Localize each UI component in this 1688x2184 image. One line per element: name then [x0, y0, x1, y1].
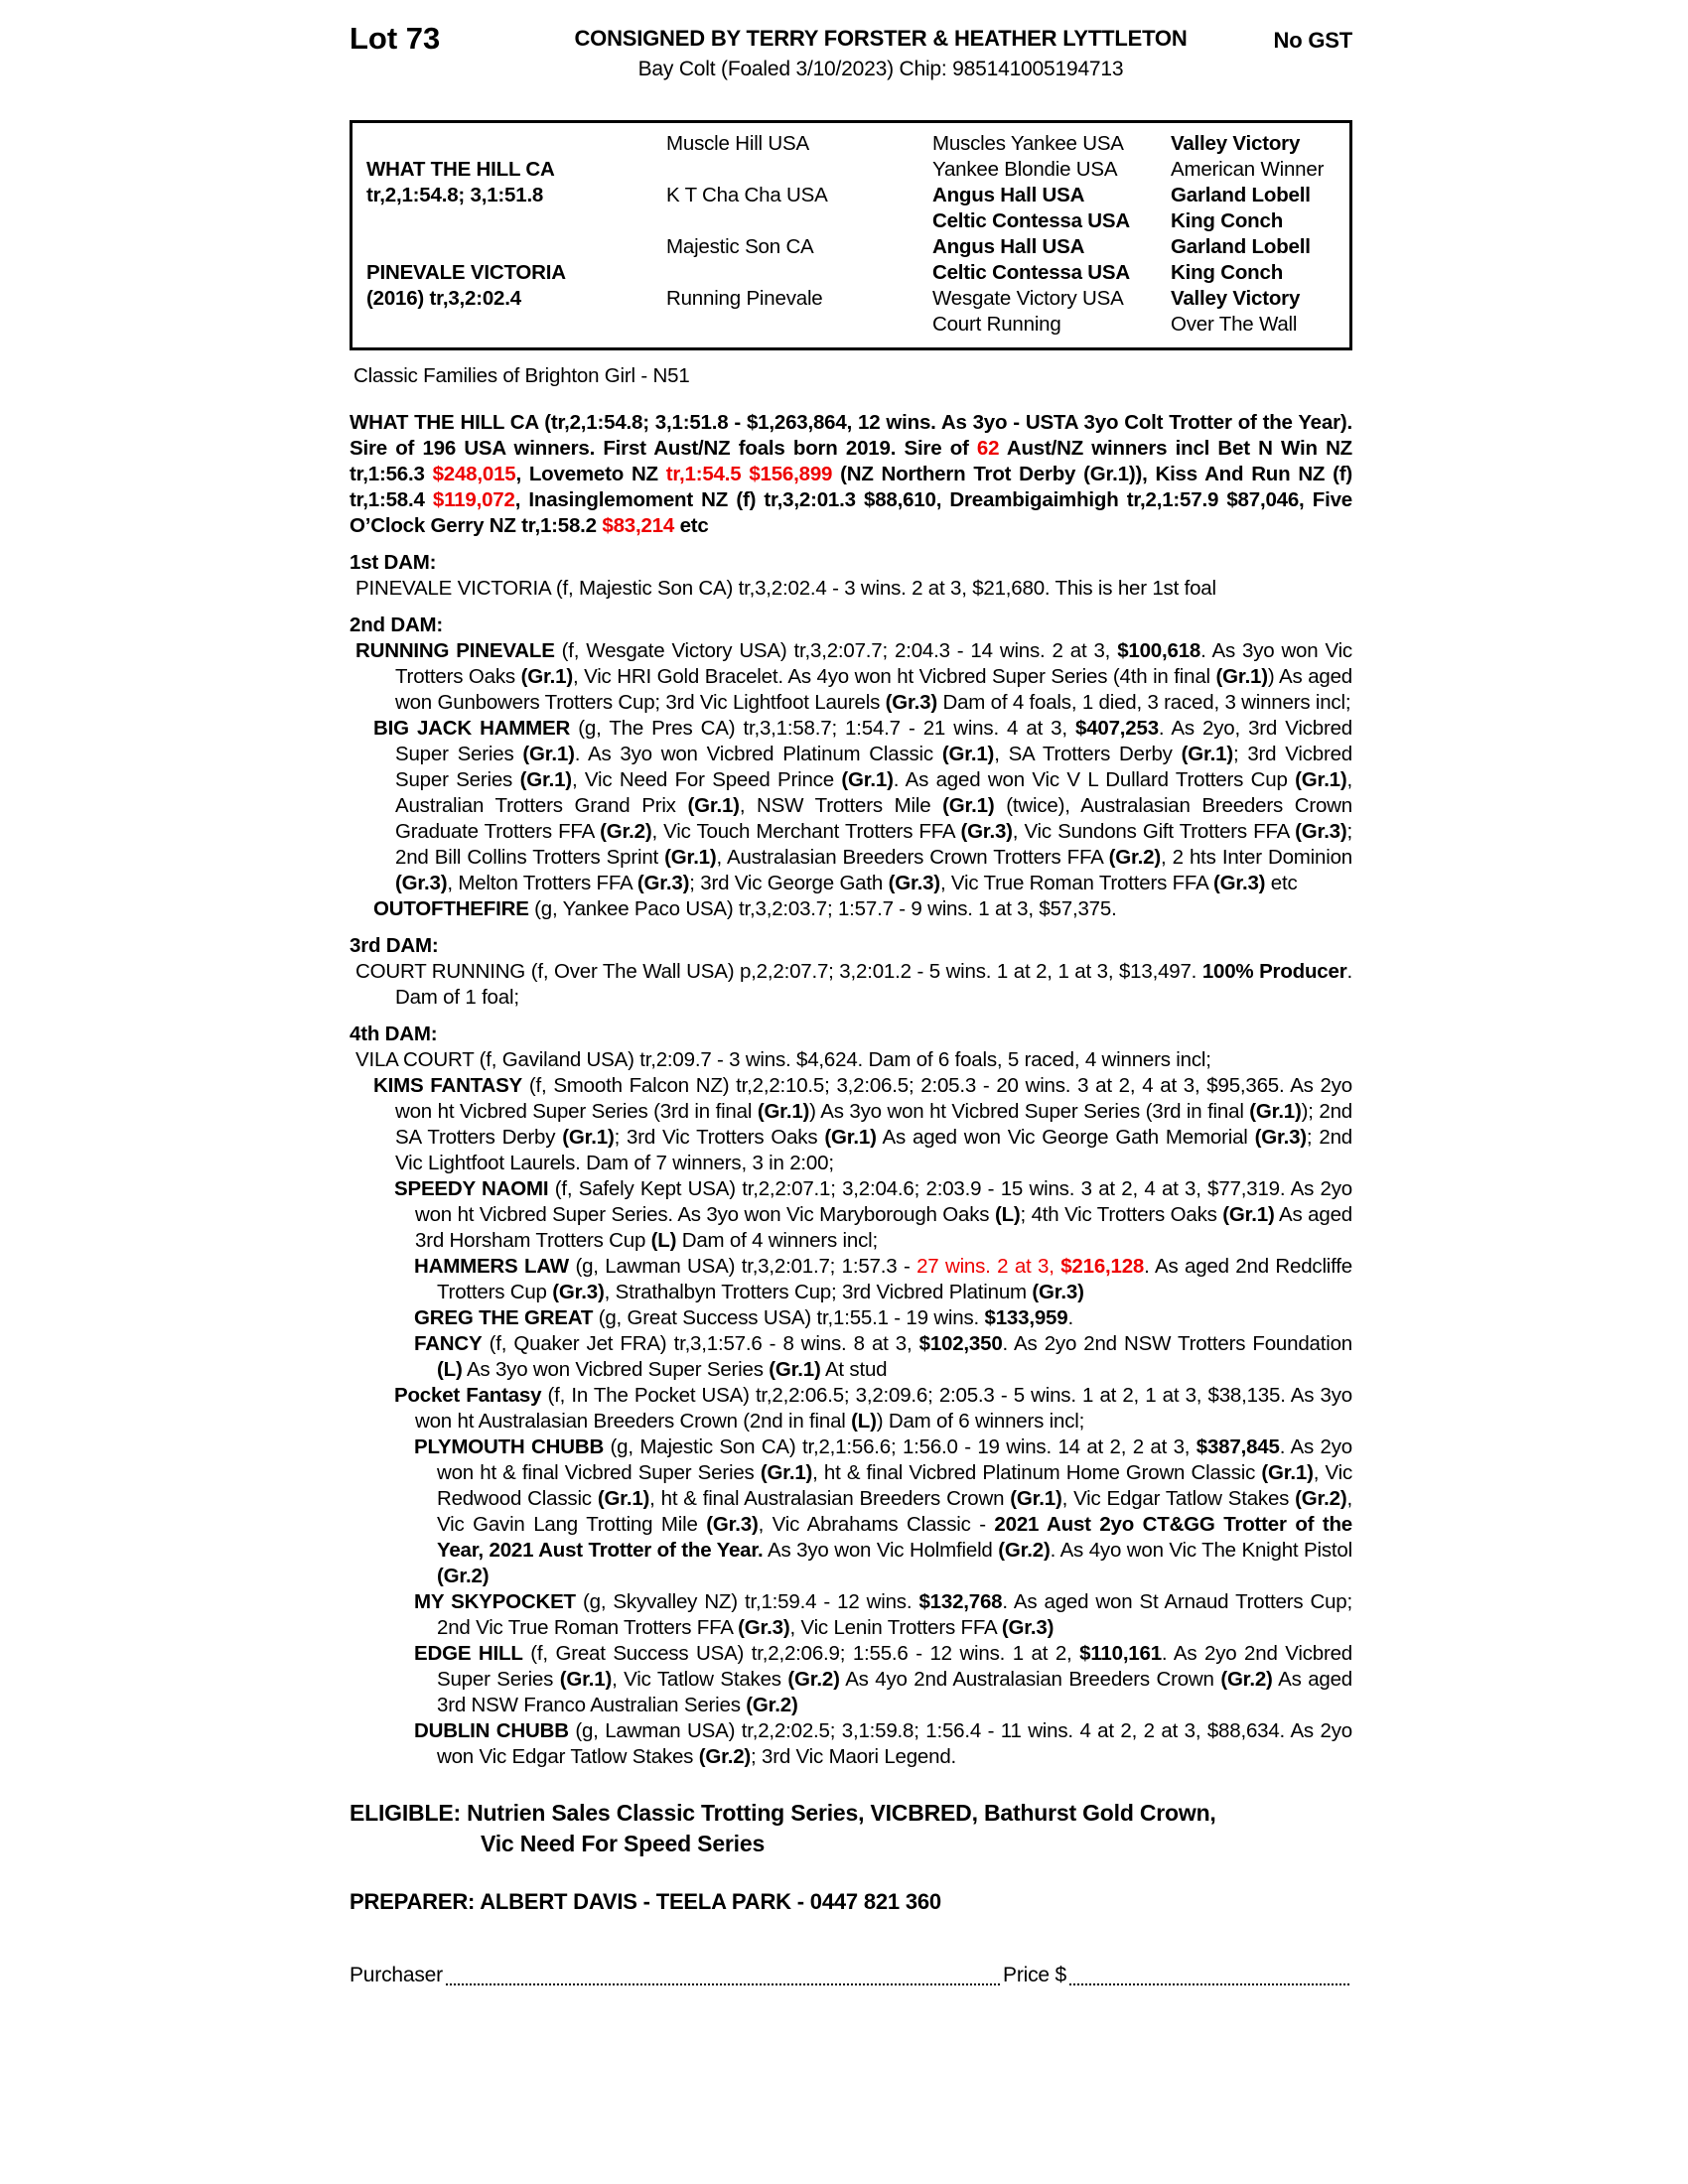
pedigree-cell: WHAT THE HILL CA	[366, 158, 555, 181]
price-label: Price $	[1003, 1964, 1066, 1986]
eligible-paragraph	[350, 1798, 1352, 1859]
horse-paragraph: BIG JACK HAMMER (g, The Pres CA) tr,3,1:58.7; 1:54.7 - 21 wins. 4 at 3, $407,253. As 2yo, 3rd Vicbred Super Series (Gr.1). As 3yo won Vicbred Platinum Classic (Gr.1), SA Trotters Derby (Gr.1); 3rd Vicbred Super Series (Gr.1), Vic Need For Speed Prince (Gr.1). As aged won Vic V L Dullard Trotters Cup (Gr.1), Australian Trotters Grand Prix (Gr.1), NSW Trotters Mile (Gr.1) (twice), Australasian Breeders Crown Graduate Trotters FFA (Gr.2), Vic Touch Merchant Trotters FFA (Gr.3), Vic Sundons Gift Trotters FFA (Gr.3); 2nd Bill Collins Trotters Sprint (Gr.1), Australasian Breeders Crown Trotters FFA (Gr.2), 2 hts Inter Dominion (Gr.3), Melton Trotters FFA (Gr.3); 3rd Vic George Gath (Gr.3), Vic True Roman Trotters FFA (Gr.3) etc	[373, 717, 1353, 894]
horse-paragraph: COURT RUNNING (f, Over The Wall USA) p,2,2:07.7; 3,2:01.2 - 5 wins. 1 at 2, 1 at 3, $13,497. 100% Producer. Dam of 1 foal;	[355, 960, 1352, 1009]
pedigree-cell: tr,2,1:54.8; 3,1:51.8	[366, 184, 544, 206]
pedigree-cell	[366, 234, 666, 260]
pedigree-cell: Celtic Contessa USA	[932, 209, 1130, 232]
preparer-line: PREPARER: ALBERT DAVIS - TEELA PARK - 0447 821 360	[350, 1889, 941, 1914]
pedigree-cell: Wesgate Victory USA	[932, 287, 1124, 310]
price-dotted-rule	[1069, 1966, 1349, 1985]
dam-heading: 2nd DAM:	[350, 614, 444, 636]
horse-paragraph: RUNNING PINEVALE (f, Wesgate Victory USA) tr,3,2:07.7; 2:04.3 - 14 wins. 2 at 3, $100,618. As 3yo won Vic Trotters Oaks (Gr.1), Vic HRI Gold Bracelet. As 4yo won ht Vicbred Super Series (4th in final (Gr.1)) As aged won Gunbowers Trotters Cup; 3rd Vic Lightfoot Laurels (Gr.3) Dam of 4 foals, 1 died, 3 raced, 3 winners incl;	[355, 639, 1353, 714]
purchaser-dotted-rule	[446, 1966, 1000, 1985]
pedigree-table	[350, 120, 1352, 350]
pedigree-cell: Valley Victory	[1171, 287, 1301, 310]
horse-paragraph: GREG THE GREAT (g, Great Success USA) tr,1:55.1 - 19 wins. $133,959.	[414, 1306, 1073, 1329]
pedigree-cell: King Conch	[1171, 209, 1284, 232]
consigned-line: CONSIGNED BY TERRY FORSTER & HEATHER LYTTLETON	[574, 26, 1188, 51]
dam-heading: 3rd DAM:	[350, 934, 439, 957]
pedigree-cell: American Winner	[1171, 158, 1325, 181]
pedigree-cell	[366, 131, 666, 157]
horse-paragraph: EDGE HILL (f, Great Success USA) tr,2,2:06.9; 1:55.6 - 12 wins. 1 at 2, $110,161. As 2yo 2nd Vicbred Super Series (Gr.1), Vic Tatlow Stakes (Gr.2) As 4yo 2nd Australasian Breeders Crown (Gr.2) As aged 3rd NSW Franco Australian Series (Gr.2)	[414, 1642, 1352, 1716]
dam-heading: 4th DAM:	[350, 1023, 438, 1045]
pedigree-cell: Muscles Yankee USA	[932, 132, 1124, 155]
horse-paragraph: KIMS FANTASY (f, Smooth Falcon NZ) tr,2,2:10.5; 3,2:06.5; 2:05.3 - 20 wins. 3 at 2, 4 at 3, $95,365. As 2yo won ht Vicbred Super Series (3rd in final (Gr.1)) As 3yo won ht Vicbred Super Series (3rd in final (Gr.1)); 2nd SA Trotters Derby (Gr.1); 3rd Vic Trotters Oaks (Gr.1) As aged won Vic George Gath Memorial (Gr.3); 2nd Vic Lightfoot Laurels. Dam of 7 winners, 3 in 2:00;	[373, 1074, 1353, 1174]
pedigree-cell: King Conch	[1171, 261, 1284, 284]
pedigree-cell: Angus Hall USA	[932, 184, 1085, 206]
gst-label: No GST	[1273, 28, 1352, 53]
lot-number: Lot 73	[350, 21, 441, 56]
pedigree-cell: PINEVALE VICTORIA	[366, 261, 566, 284]
pedigree-cell	[366, 312, 666, 338]
dam-heading: 1st DAM:	[350, 551, 437, 574]
pedigree-cell: (2016) tr,3,2:02.4	[366, 287, 521, 310]
header-center	[538, 26, 1223, 82]
horse-paragraph: SPEEDY NAOMI (f, Safely Kept USA) tr,2,2:07.1; 3,2:04.6; 2:03.9 - 15 wins. 3 at 2, 4 at 3, $77,319. As 2yo won ht Vicbred Super Series. As 3yo won Vic Maryborough Oaks (L); 4th Vic Trotters Oaks (Gr.1) As aged 3rd Horsham Trotters Cup (L) Dam of 4 winners incl;	[394, 1177, 1352, 1252]
pedigree-cell: Majestic Son CA	[666, 235, 814, 258]
pedigree-cell	[666, 312, 932, 338]
horse-paragraph: Pocket Fantasy (f, In The Pocket USA) tr,2,2:06.5; 3,2:09.6; 2:05.3 - 5 wins. 1 at 2, 1 at 3, $38,135. As 3yo won ht Australasian Breeders Crown (2nd in final (L)) Dam of 6 winners incl;	[394, 1384, 1352, 1433]
eligible-line-2: Vic Need For Speed Series	[481, 1831, 766, 1856]
pedigree-cell	[666, 260, 932, 286]
sire-paragraph: WHAT THE HILL CA (tr,2,1:54.8; 3,1:51.8 - $1,263,864, 12 wins. As 3yo - USTA 3yo Colt Trotter of the Year). Sire of 196 USA winners. First Aust/NZ foals born 2019. Sire of 62 Aust/NZ winners incl Bet N Win NZ tr,1:56.3 $248,015, Lovemeto NZ tr,1:54.5 $156,899 (NZ Northern Trot Derby (Gr.1)), Kiss And Run NZ (f) tr,1:58.4 $119,072, Inasinglemoment NZ (f) tr,3,2:01.3 $88,610, Dreambigaimhigh tr,2,1:57.9 $87,046, Five O’Clock Gerry NZ tr,1:58.2 $83,214 etc	[350, 411, 1353, 537]
pedigree-text	[350, 410, 1352, 1770]
pedigree-cell: Over The Wall	[1171, 313, 1298, 336]
pedigree-cell: Angus Hall USA	[932, 235, 1085, 258]
horse-paragraph: MY SKYPOCKET (g, Skyvalley NZ) tr,1:59.4 - 12 wins. $132,768. As aged won St Arnaud Trotters Cup; 2nd Vic True Roman Trotters FFA (Gr.3), Vic Lenin Trotters FFA (Gr.3)	[414, 1590, 1352, 1639]
family-note: Classic Families of Brighton Girl - N51	[353, 364, 690, 387]
pedigree-cell: Celtic Contessa USA	[932, 261, 1130, 284]
horse-paragraph: VILA COURT (f, Gaviland USA) tr,2:09.7 - 3 wins. $4,624. Dam of 6 foals, 5 raced, 4 winners incl;	[355, 1048, 1211, 1071]
pedigree-cell: Yankee Blondie USA	[932, 158, 1118, 181]
pedigree-cell: Garland Lobell	[1171, 235, 1311, 258]
horse-paragraph: OUTOFTHEFIRE (g, Yankee Paco USA) tr,3,2:03.7; 1:57.7 - 9 wins. 1 at 3, $57,375.	[373, 897, 1117, 920]
purchaser-line	[350, 1963, 1352, 1988]
pedigree-cell: Court Running	[932, 313, 1061, 336]
page-content	[350, 21, 1353, 1988]
eligible-line-1: ELIGIBLE: Nutrien Sales Classic Trotting Series, VICBRED, Bathurst Gold Crown,	[350, 1800, 1216, 1826]
purchaser-label: Purchaser	[350, 1964, 443, 1986]
pedigree-cell: Garland Lobell	[1171, 184, 1311, 206]
pedigree-cell: K T Cha Cha USA	[666, 184, 828, 206]
horse-paragraph: DUBLIN CHUBB (g, Lawman USA) tr,2,2:02.5; 3,1:59.8; 1:56.4 - 11 wins. 4 at 2, 2 at 3, $88,634. As 2yo won Vic Edgar Tatlow Stakes (Gr.2); 3rd Vic Maori Legend.	[414, 1719, 1352, 1768]
pedigree-cell	[666, 157, 932, 183]
page-header	[350, 21, 1352, 82]
foaling-chip-line: Bay Colt (Foaled 3/10/2023) Chip: 985141005194713	[637, 58, 1124, 80]
pedigree-cell: Valley Victory	[1171, 132, 1301, 155]
horse-paragraph: FANCY (f, Quaker Jet FRA) tr,3,1:57.6 - 8 wins. 8 at 3, $102,350. As 2yo 2nd NSW Trotters Foundation (L) As 3yo won Vicbred Super Series (Gr.1) At stud	[414, 1332, 1352, 1381]
pedigree-cell: Muscle Hill USA	[666, 132, 809, 155]
horse-paragraph: HAMMERS LAW (g, Lawman USA) tr,3,2:01.7; 1:57.3 - 27 wins. 2 at 3, $216,128. As aged 2nd Redcliffe Trotters Cup (Gr.3), Strathalbyn Trotters Cup; 3rd Vicbred Platinum (Gr.3)	[414, 1255, 1352, 1303]
horse-paragraph: PLYMOUTH CHUBB (g, Majestic Son CA) tr,2,1:56.6; 1:56.0 - 19 wins. 14 at 2, 2 at 3, $387,845. As 2yo won ht & final Vicbred Super Series (Gr.1), ht & final Vicbred Platinum Home Grown Classic (Gr.1), Vic Redwood Classic (Gr.1), ht & final Australasian Breeders Crown (Gr.1), Vic Edgar Tatlow Stakes (Gr.2), Vic Gavin Lang Trotting Mile (Gr.3), Vic Abrahams Classic - 2021 Aust 2yo CT&GG Trotter of the Year, 2021 Aust Trotter of the Year. As 3yo won Vic Holmfield (Gr.2). As 4yo won Vic The Knight Pistol (Gr.2)	[414, 1435, 1353, 1587]
horse-paragraph: PINEVALE VICTORIA (f, Majestic Son CA) tr,3,2:02.4 - 3 wins. 2 at 3, $21,680. This is her 1st foal	[355, 577, 1216, 600]
pedigree-cell	[666, 208, 932, 234]
pedigree-cell	[366, 208, 666, 234]
pedigree-cell: Running Pinevale	[666, 287, 823, 310]
